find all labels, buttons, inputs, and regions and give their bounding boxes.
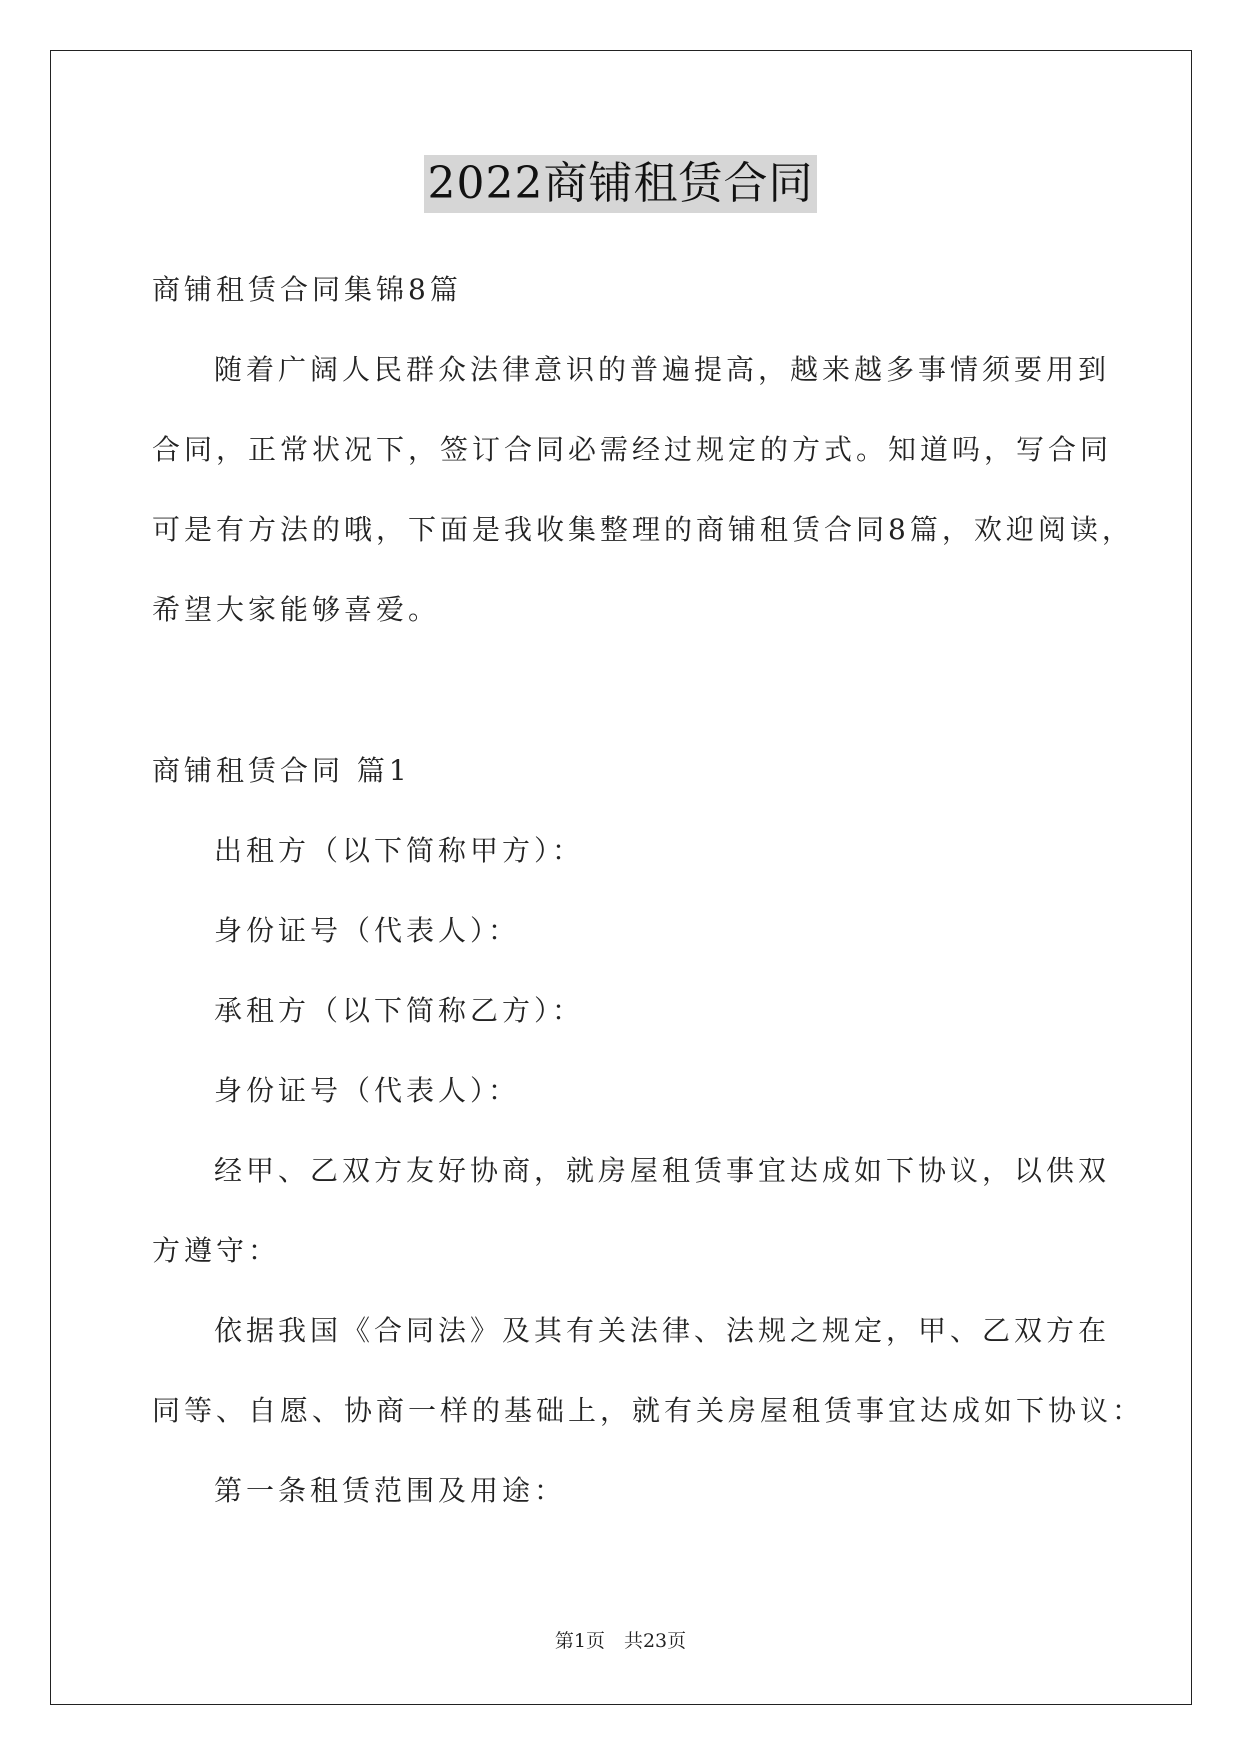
paragraph-line: 经甲、乙双方友好协商，就房屋租赁事宜达成如下协议，以供双 bbox=[214, 1154, 1111, 1187]
paragraph-line: 同等、自愿、协商一样的基础上，就有关房屋租赁事宜达成如下协议： bbox=[152, 1394, 1145, 1427]
paragraph-line: 可是有方法的哦，下面是我收集整理的商铺租赁合同8篇，欢迎阅读， bbox=[152, 513, 1134, 546]
paragraph-line: 承租方（以下简称乙方）： bbox=[214, 994, 585, 1027]
paragraph-line: 第一条租赁范围及用途： bbox=[214, 1474, 567, 1507]
paragraph-line: 希望大家能够喜爱。 bbox=[152, 593, 441, 626]
paragraph-line: 方遵守： bbox=[152, 1234, 281, 1267]
document-title-wrapper bbox=[0, 155, 1241, 213]
page-number: 第1页 共23页 bbox=[554, 1630, 687, 1652]
section-heading: 商铺租赁合同 篇1 bbox=[152, 754, 411, 787]
paragraph-line: 身份证号（代表人）： bbox=[214, 914, 521, 947]
subtitle-line: 商铺租赁合同集锦8篇 bbox=[152, 273, 462, 306]
page-footer bbox=[0, 1628, 1241, 1654]
paragraph-line: 依据我国《合同法》及其有关法律、法规之规定，甲、乙双方在 bbox=[214, 1314, 1111, 1347]
paragraph-line: 出租方（以下简称甲方）： bbox=[214, 834, 585, 867]
paragraph-line: 合同，正常状况下，签订合同必需经过规定的方式。知道吗，写合同 bbox=[152, 433, 1113, 466]
paragraph-line: 身份证号（代表人）： bbox=[214, 1074, 521, 1107]
paragraph-line: 随着广阔人民群众法律意识的普遍提高，越来越多事情须要用到 bbox=[214, 353, 1111, 386]
document-title: 2022商铺租赁合同 bbox=[424, 155, 818, 213]
